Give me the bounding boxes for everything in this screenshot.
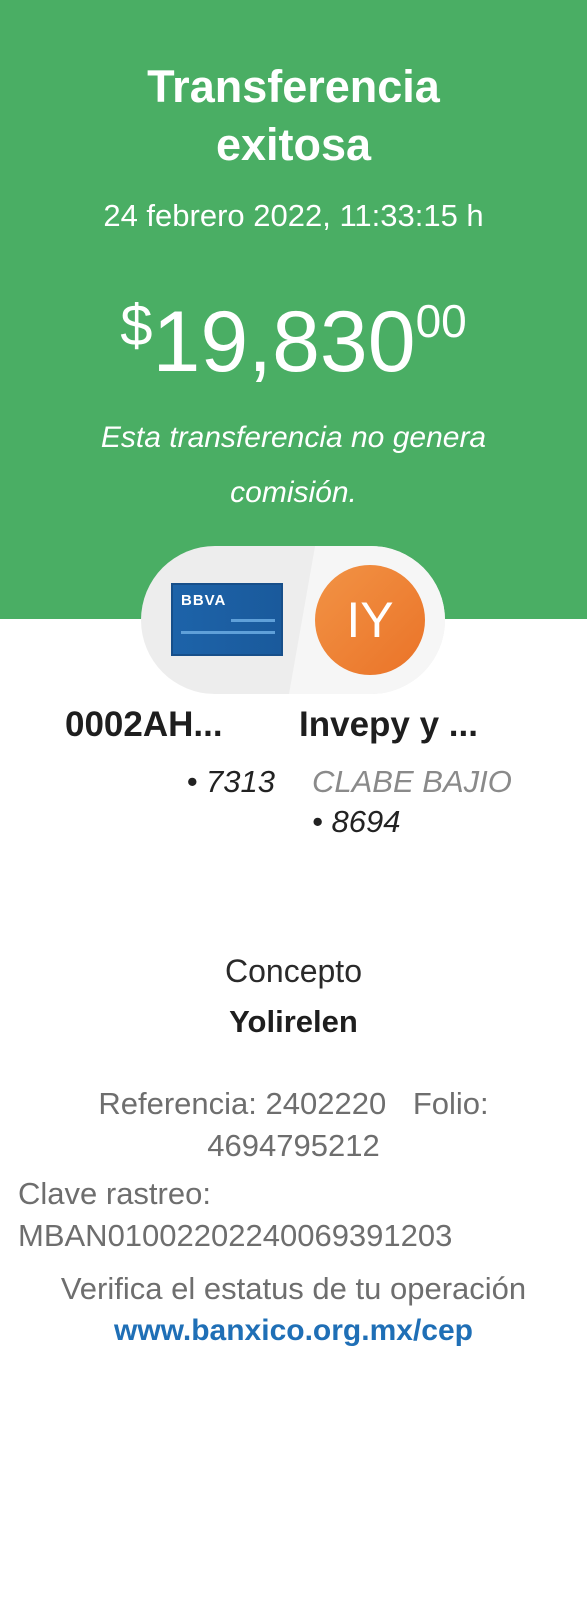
concept-label: Concepto — [225, 953, 362, 989]
transfer-parties-pill — [141, 546, 445, 694]
page-title — [0, 58, 587, 174]
recipient-name: Invepy y ... — [299, 705, 478, 744]
recipient-account-type: CLABE BAJIO — [312, 764, 512, 799]
fee-note: Esta transferencia no genera comisión. — [100, 421, 487, 509]
banxico-link[interactable]: www.banxico.org.mx/cep — [114, 1314, 473, 1347]
title-line-2: exitosa — [215, 119, 372, 170]
tracking-value: MBAN01002202240069391203 — [18, 1218, 453, 1253]
folio-label: Folio: — [412, 1086, 489, 1121]
amount-integer: 19,830 — [152, 294, 416, 390]
title-line-1: Transferencia — [147, 61, 440, 112]
amount-currency: $ — [120, 293, 153, 358]
amount-decimals: 00 — [415, 295, 467, 347]
concept-value: Yolirelen — [229, 1004, 358, 1039]
bank-card-icon — [171, 583, 283, 656]
transfer-amount — [0, 292, 587, 392]
tracking-label: Clave rastreo: — [18, 1176, 211, 1211]
bank-logo: BBVA — [181, 592, 227, 609]
recipient-account-number: • 8694 — [312, 804, 401, 839]
transfer-datetime: 24 febrero 2022, 11:33:15 h — [103, 198, 484, 233]
verify-text: Verifica el estatus de tu operación — [60, 1271, 527, 1306]
folio-value: 4694795212 — [207, 1128, 380, 1163]
card-stripe — [181, 631, 275, 634]
reference-label: Referencia: — [98, 1086, 257, 1121]
sender-account-name: 0002AH... — [65, 705, 223, 744]
tracking-block — [18, 1173, 573, 1257]
reference-value: 2402220 — [265, 1086, 387, 1121]
sender-account-number: • 7313 — [186, 764, 275, 799]
card-stripe — [231, 619, 275, 622]
recipient-avatar: IY — [315, 565, 425, 675]
reference-block — [30, 1083, 557, 1167]
